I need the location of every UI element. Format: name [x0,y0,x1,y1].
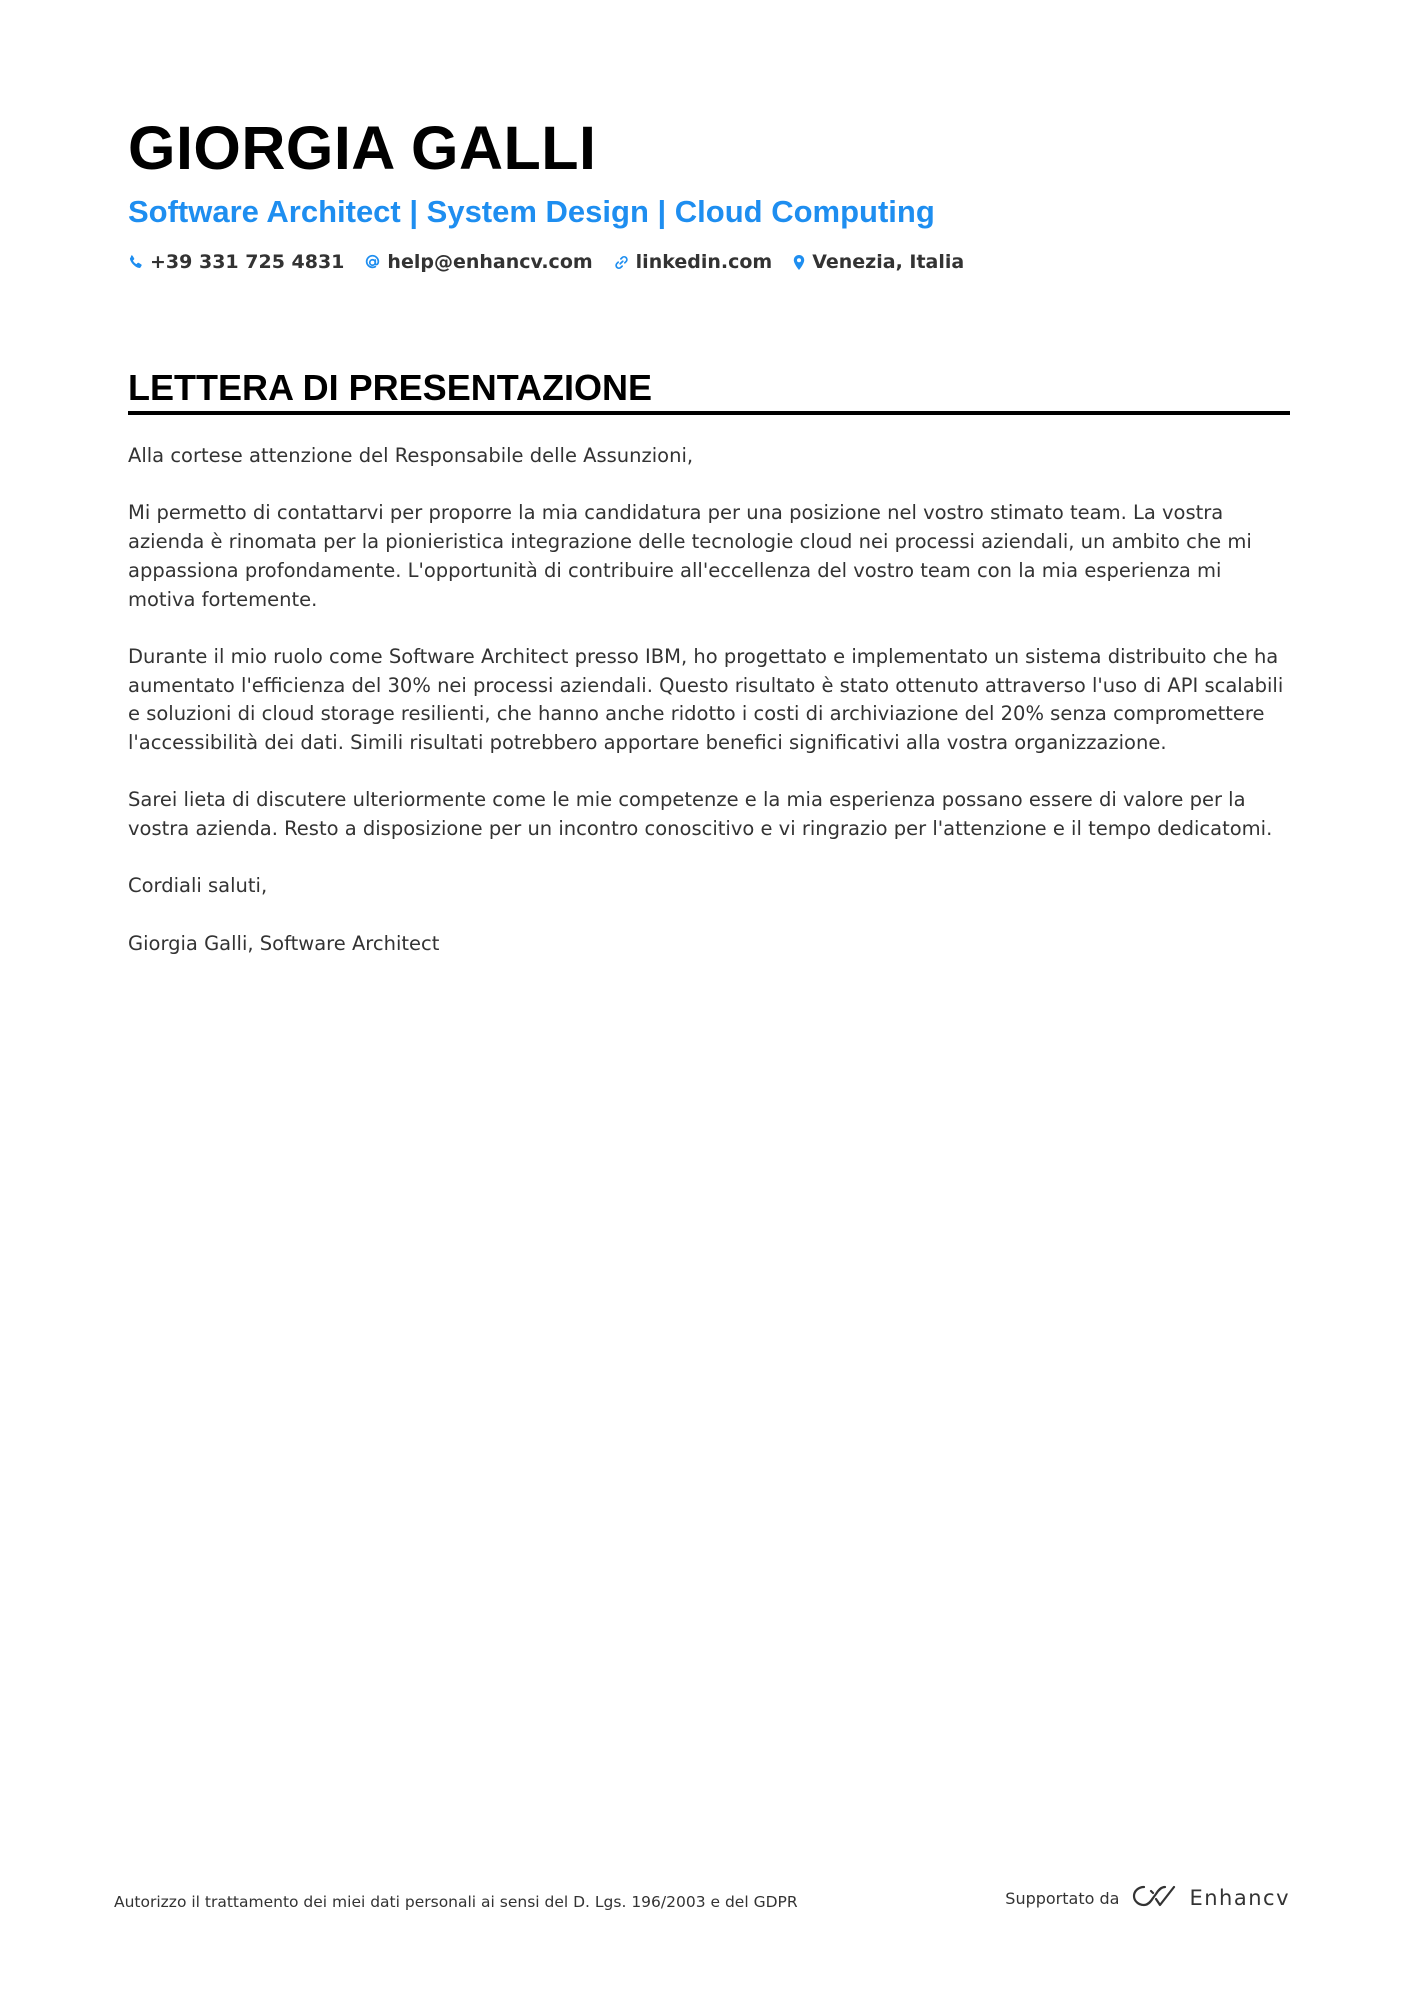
location-pin-icon [792,254,806,271]
letter-paragraph: Sarei lieta di discutere ulteriormente come le mie competenze e la mia esperienza possano essere di valore per la vostra azienda. Resto a disposizione per un incontro conoscitivo e vi ringrazio per l'attenzione e il tempo dedicatomi. [128,788,1273,841]
contact-phone [128,251,344,273]
contact-linkedin[interactable] [613,251,773,273]
contact-email-text: help@enhancv.com [387,251,593,273]
phone-icon [128,254,144,270]
contact-linkedin-text: linkedin.com [635,251,773,273]
footer-consent: Autorizzo il trattamento dei miei dati personali ai sensi del D. Lgs. 196/2003 e del GDPR [114,1893,798,1911]
at-icon [364,254,381,271]
contact-phone-text: +39 331 725 4831 [150,251,345,273]
section-divider [128,411,1290,415]
candidate-headline: Software Architect | System Design | Cloud Computing [128,194,935,229]
letter-paragraph: Mi permetto di contattarvi per proporre la mia candidatura per una posizione nel vostro stimato team. La vostra azienda è rinomata per la pionieristica integrazione delle tecnologie cloud nei processi aziendali, un ambito che mi appassiona profondamente. L'opportunità di contribuire all'eccellenza del vostro team con la mia esperienza mi motiva fortemente. [128,501,1252,611]
contact-location-text: Venezia, Italia [812,251,965,273]
enhancv-logo-icon [1131,1883,1177,1913]
letter-closing: Cordiali saluti, [128,874,268,898]
contact-bar [128,251,964,273]
candidate-name: GIORGIA GALLI [128,114,597,182]
powered-by-label: Supportato da [1005,1888,1120,1908]
letter-salutation: Alla cortese attenzione del Responsabile delle Assunzioni, [128,444,694,467]
link-icon [613,254,630,271]
letter-signature: Giorgia Galli, Software Architect [128,931,440,955]
section-title: LETTERA DI PRESENTAZIONE [128,367,653,408]
enhancv-logo[interactable] [1131,1883,1290,1913]
brand-name: Enhancv [1189,1886,1290,1910]
letter-body [128,442,1290,987]
letter-paragraph: Durante il mio ruolo come Software Architect presso IBM, ho progettato e implementato un sistema distribuito che ha aumentato l'efficienza del 30% nei processi aziendali. Questo risultato è stato ottenuto attraverso l'uso di API scalabili e soluzioni di cloud storage resilienti, che hanno anche ridotto i costi di archiviazione del 20% senza compromettere l'accessibilità dei dati. Simili risultati potrebbero apportare benefici significativi alla vostra organizzazione. [128,644,1284,754]
contact-email[interactable] [364,251,592,273]
footer-branding [1005,1883,1290,1913]
contact-location [792,251,964,273]
